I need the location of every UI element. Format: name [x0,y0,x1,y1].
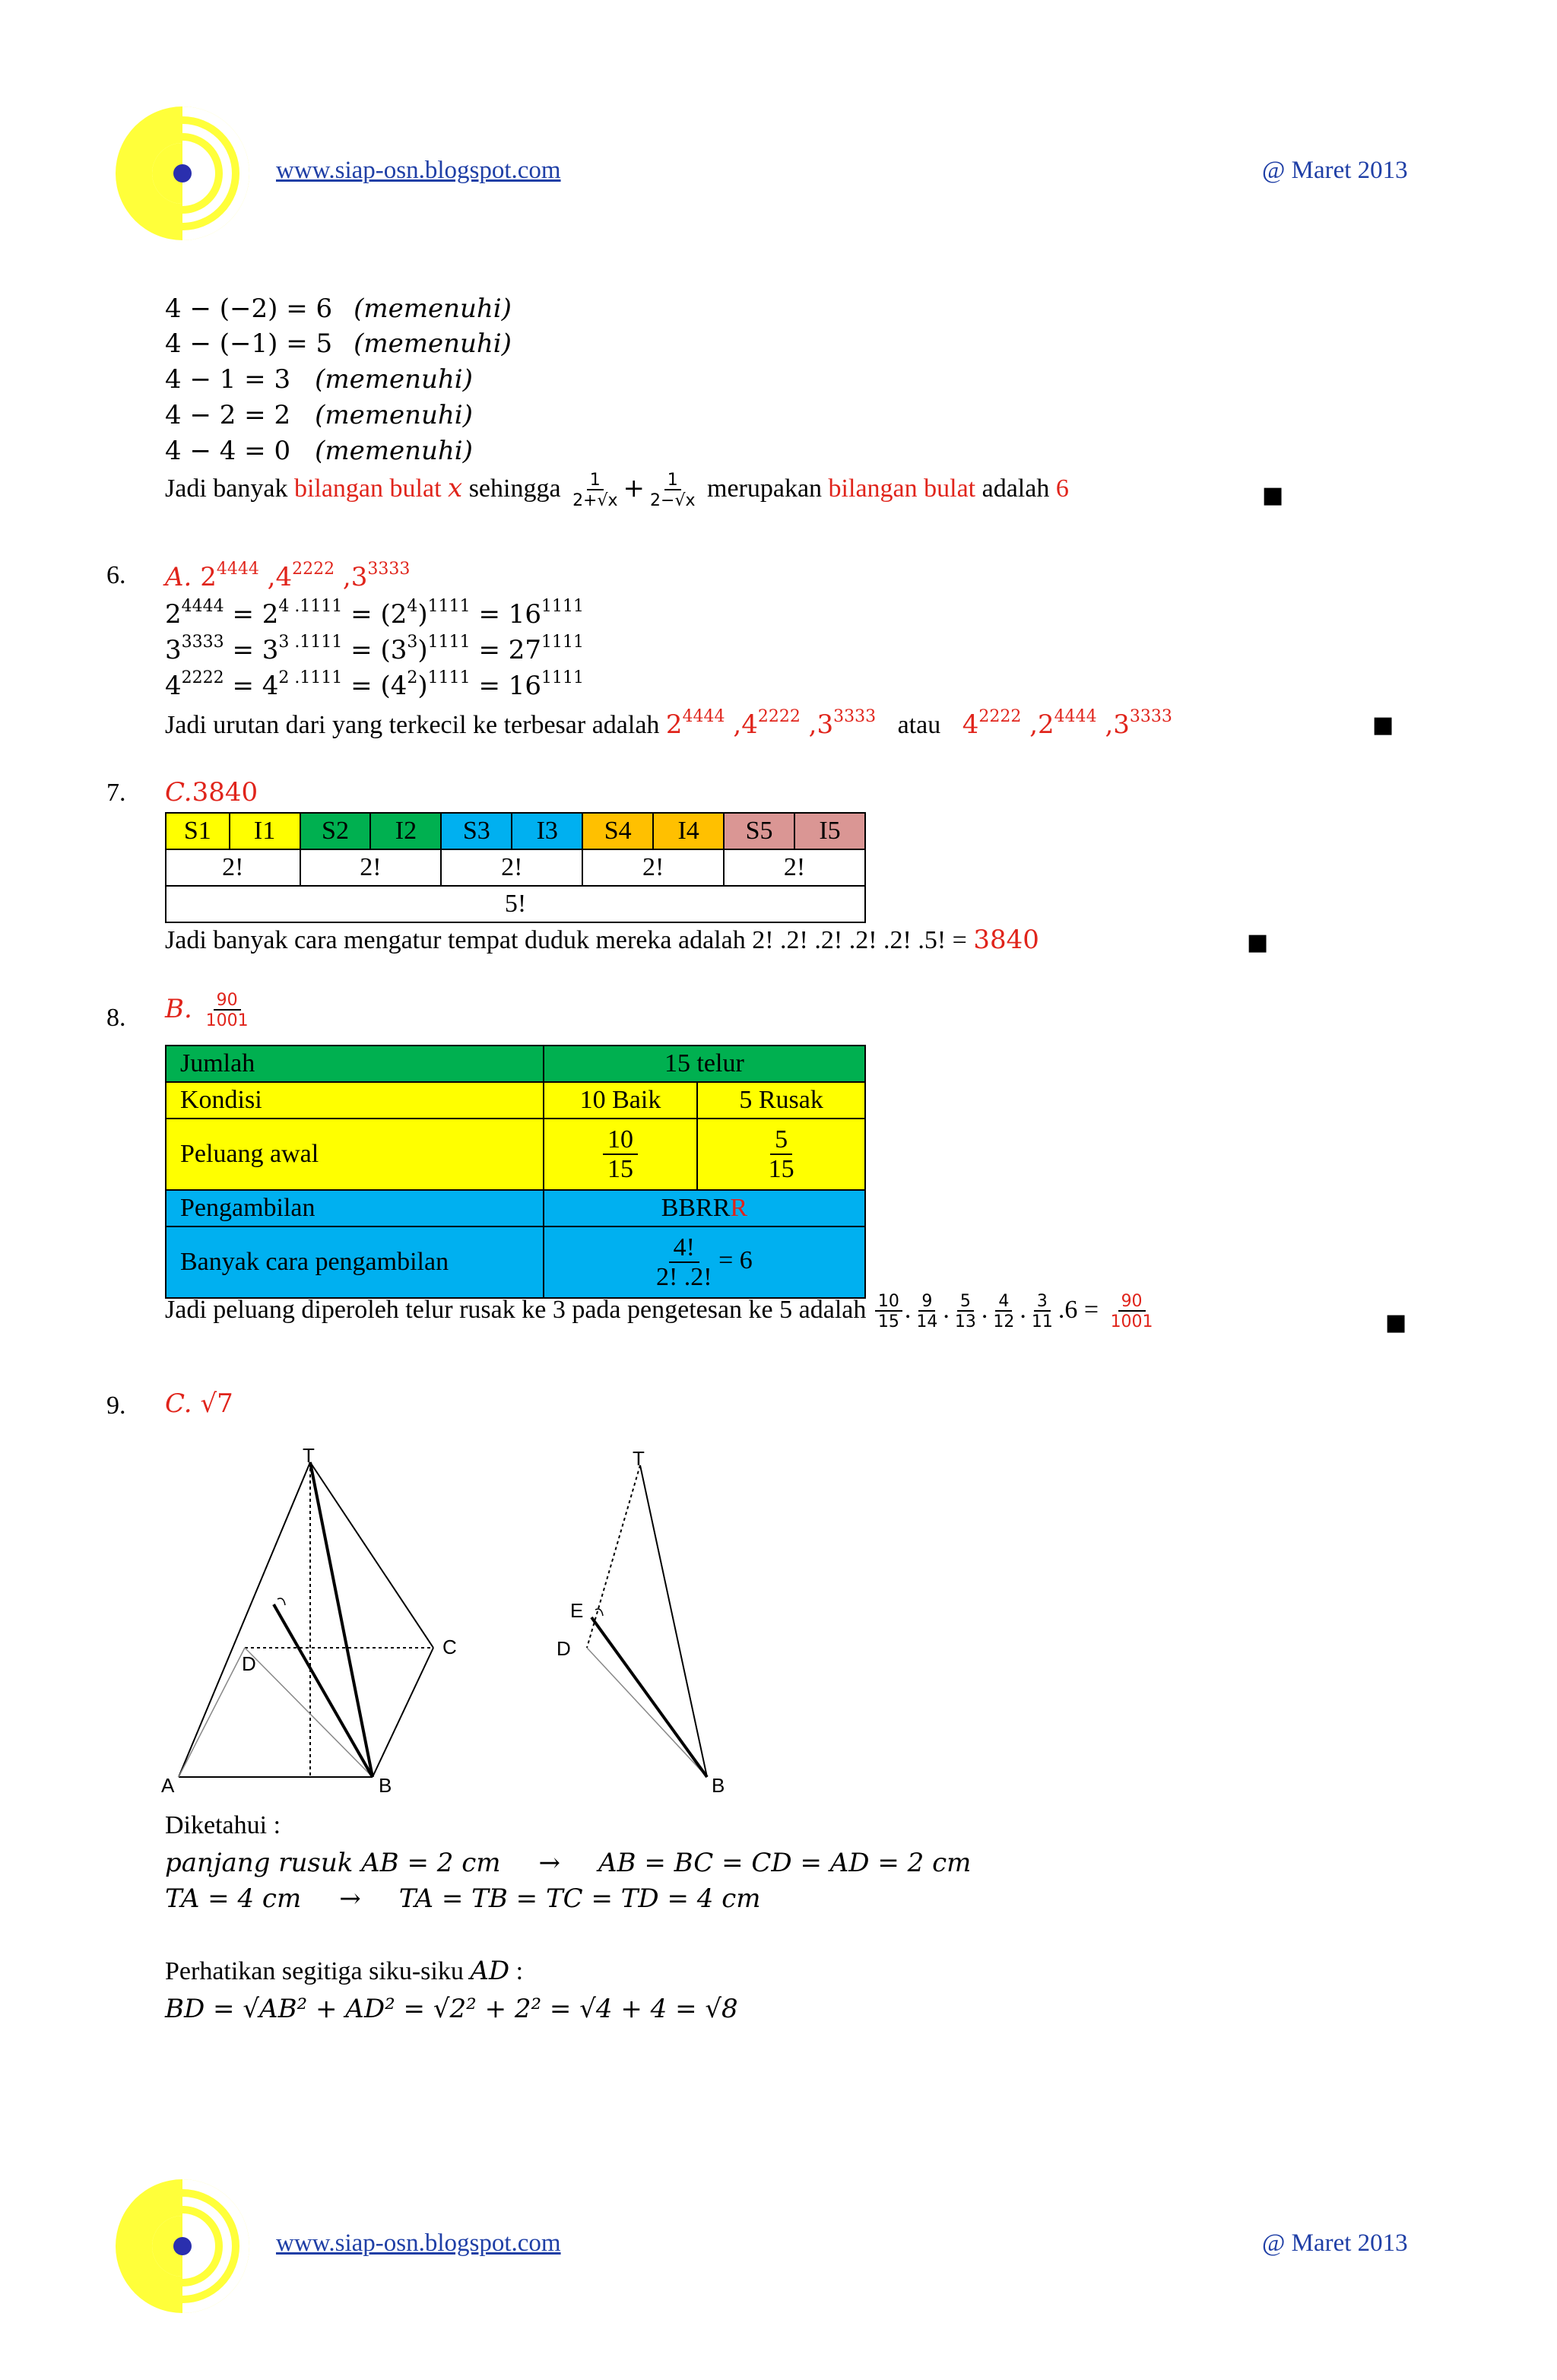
table-cell: Banyak cara pengambilan [166,1226,544,1298]
q9-given-2: TA = 4 cm → TA = TB = TC = TD = 4 cm [165,1883,761,1914]
label-T: T [303,1449,315,1467]
table-cell: I4 [653,813,724,849]
table-cell: S5 [724,813,794,849]
table-cell: S4 [582,813,653,849]
table-cell: Pengambilan [166,1190,544,1226]
table-row [166,1226,865,1298]
header-date: @ Maret 2013 [1262,157,1408,184]
egg-probability-table [165,1045,866,1299]
q5-conclusion: Jadi banyak bilangan bulat x sehingga $\frac{1}{2+√x}$ + $\frac{1}{2-√x}$ merupakan bilangan bulat adalah 6 [165,471,1069,511]
table-row [166,1082,865,1119]
q7-answer: C.3840 [165,777,258,808]
q9-number: 9. [106,1392,126,1420]
pyramid-figure [160,1449,479,1798]
table-cell: 2! [441,849,582,886]
table-row [166,849,865,886]
table-cell: 2! [166,849,300,886]
q9-given-1: panjang rusuk AB = 2 cm → AB = BC = CD = AD = 2 cm [165,1848,972,1878]
label-B: B [379,1774,392,1797]
table-row [166,813,865,849]
logo-icon [114,2178,251,2315]
table-cell: Kondisi [166,1082,544,1119]
table-cell: 2! [724,849,865,886]
q6-line-3: $4^{2222} = 4^{2 .1111} = (4^2)^{1111} = 16^{1111}$ [165,668,585,701]
table-row [166,1046,865,1082]
qed-mark: ■ [1262,482,1284,509]
fraction-1: $\frac{1}{2+√x}$ [572,471,618,511]
table-cell: $\frac{5}{15}$ [697,1119,865,1190]
table-cell: Jumlah [166,1046,544,1082]
fraction-2: $\frac{1}{2-√x}$ [650,471,696,511]
label-A: A [161,1774,175,1797]
triangle-figure [547,1449,745,1798]
logo-icon [114,105,251,242]
label-D: D [242,1652,256,1675]
q9-perhatikan: Perhatikan segitiga siku-siku AD : [165,1956,524,1986]
table-cell: I2 [370,813,441,849]
table-cell: 5 Rusak [697,1082,865,1119]
q6-line-2: $3^{3333} = 3^{3 .1111} = (3^3)^{1111} = 27^{1111}$ [165,633,585,665]
table-cell: 2! [300,849,442,886]
footer-url-link[interactable]: www.siap-osn.blogspot.com [276,2229,561,2257]
table-cell: I5 [794,813,865,849]
diketahui-label: Diketahui : [165,1811,281,1839]
table-cell: $\frac{10}{15}$ [544,1119,697,1190]
q6-answer: A. $2^{4444}$ $,4^{2222}$ $,3^{3333}$ [165,560,411,592]
q5-line-4: 4 − 2 = 2 (memenuhi) [165,400,473,430]
qed-mark: ■ [1247,929,1269,956]
table-cell: I3 [512,813,582,849]
seating-table [165,812,866,923]
table-cell: S2 [300,813,371,849]
table-cell: S1 [166,813,230,849]
table-cell: 2! [582,849,724,886]
q8-conclusion: Jadi peluang diperoleh telur rusak ke 3 pada pengetesan ke 5 adalah $\frac{10}{15}$ . $\frac{9}{14}$ . $\frac{5}{13}$ . $\frac{4}{12}$ . $\frac{3}{11}$ .6 = $\frac{90}{1001}$ [165,1292,1153,1332]
q5-line-2: 4 − (−1) = 5 (memenuhi) [165,328,512,359]
table-row [166,1119,865,1190]
label-E: E [570,1599,584,1622]
footer-date: @ Maret 2013 [1262,2229,1408,2257]
q6-conclusion: Jadi urutan dari yang terkecil ke terbesar adalah $2^{4444}$ $,4^{2222}$ $,3^{3333}$ atau $4^{2222}$ $,2^{4444}$ $,3^{3333}$ [165,707,1172,740]
label-B: B [712,1774,725,1797]
table-cell: I1 [230,813,300,849]
table-cell: BBRRR [544,1190,865,1226]
q8-answer: B. $\frac{90}{1001}$ [165,991,249,1031]
q5-line-3: 4 − 1 = 3 (memenuhi) [165,364,473,395]
qed-mark: ■ [1385,1309,1407,1336]
table-cell: 15 telur [544,1046,865,1082]
table-cell: 10 Baik [544,1082,697,1119]
table-cell: 5! [166,886,865,922]
table-row [166,886,865,922]
q9-answer: C. √7 [165,1388,233,1419]
q7-conclusion: Jadi banyak cara mengatur tempat duduk mereka adalah 2! .2! .2! .2! .2! .5! = 3840 [165,925,1039,955]
label-T: T [633,1449,645,1470]
q5-line-5: 4 − 4 = 0 (memenuhi) [165,436,473,466]
label-D: D [557,1637,571,1660]
table-row [166,1190,865,1226]
q6-line-1: $2^{4444} = 2^{4 .1111} = (2^4)^{1111} = 16^{1111}$ [165,597,585,630]
table-cell: S3 [441,813,512,849]
q9-bd-line: BD = √AB² + AD² = √2² + 2² = √4 + 4 = √8 [165,1994,738,2024]
q6-number: 6. [106,561,126,589]
table-cell: Peluang awal [166,1119,544,1190]
table-cell: $\frac{4!}{2! .2!}$ = 6 [544,1226,865,1298]
label-C: C [442,1636,457,1658]
q8-number: 8. [106,1004,126,1032]
q7-number: 7. [106,779,126,807]
q5-line-1: 4 − (−2) = 6 (memenuhi) [165,294,512,324]
qed-mark: ■ [1372,712,1394,738]
header-url-link[interactable]: www.siap-osn.blogspot.com [276,157,561,184]
